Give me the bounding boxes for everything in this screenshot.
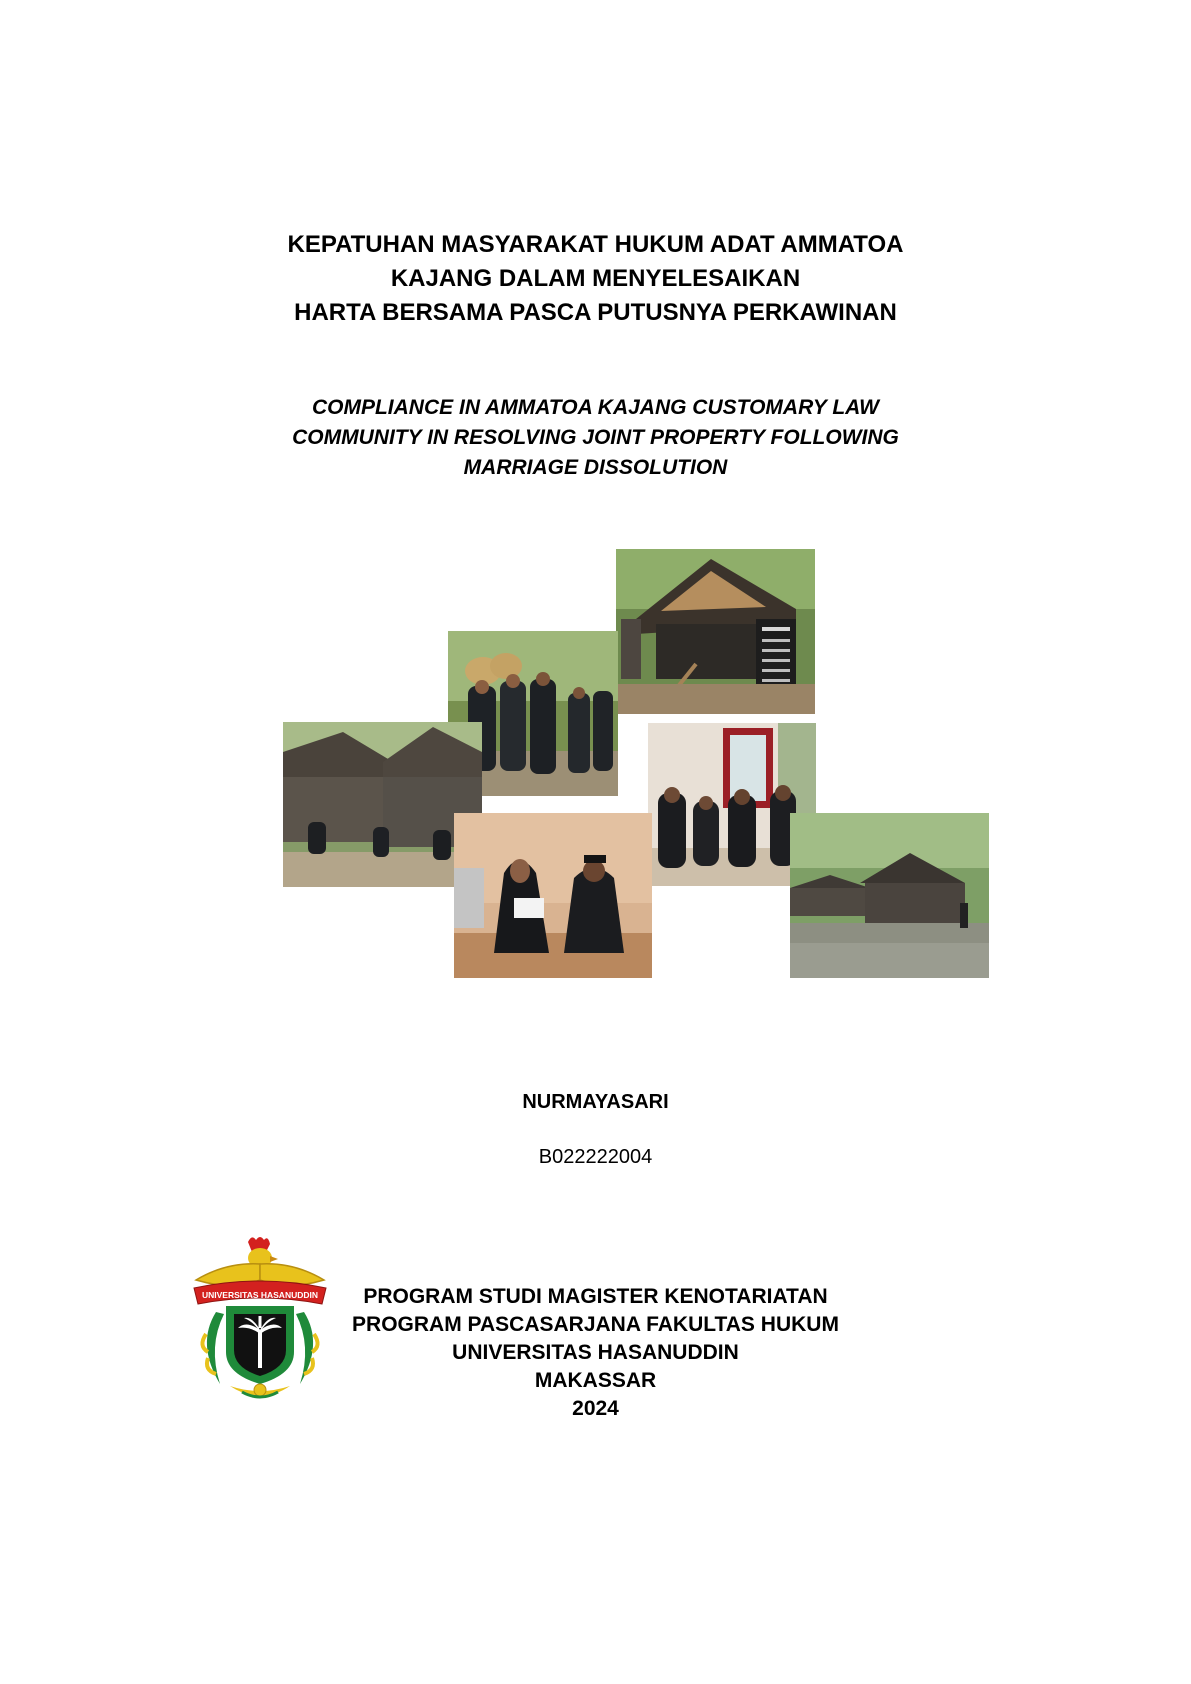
institution-block [0, 1283, 1191, 1423]
title-indonesian-line: KAJANG DALAM MENYELESAIKAN [390, 265, 801, 292]
institution-line-postgraduate: PROGRAM PASCASARJANA FAKULTAS HUKUM [352, 1313, 839, 1336]
title-english-line: MARRIAGE DISSOLUTION [463, 456, 728, 479]
photo-stilt-house-signboard [616, 549, 815, 714]
title-english-line: COMMUNITY IN RESOLVING JOINT PROPERTY FOLLOWING [292, 426, 899, 449]
photo-women-carrying-baskets [448, 631, 618, 796]
photo-stilt-houses-village [790, 813, 989, 978]
title-english [0, 393, 1191, 483]
photo-two-people-interview [454, 813, 652, 978]
author-name: NURMAYASARI [522, 1091, 669, 1113]
institution-line-city: MAKASSAR [534, 1369, 657, 1392]
title-english-line: COMPLIANCE IN AMMATOA KAJANG CUSTOMARY LAW [311, 396, 879, 419]
title-indonesian [0, 228, 1191, 330]
institution-line-university: UNIVERSITAS HASANUDDIN [452, 1341, 739, 1364]
student-id: B022222004 [538, 1146, 653, 1168]
logo-text: UNIVERSITAS HASANUDDIN [201, 1290, 319, 1300]
title-indonesian-line: KEPATUHAN MASYARAKAT HUKUM ADAT AMMATOA [287, 231, 904, 258]
photo-interview-group-room [648, 723, 816, 886]
institution-line-year: 2024 [572, 1397, 619, 1420]
institution-line-program: PROGRAM STUDI MAGISTER KENOTARIATAN [363, 1285, 828, 1308]
photo-wooden-houses-seated-people [283, 722, 482, 887]
title-indonesian-line: HARTA BERSAMA PASCA PUTUSNYA PERKAWINAN [294, 299, 897, 326]
